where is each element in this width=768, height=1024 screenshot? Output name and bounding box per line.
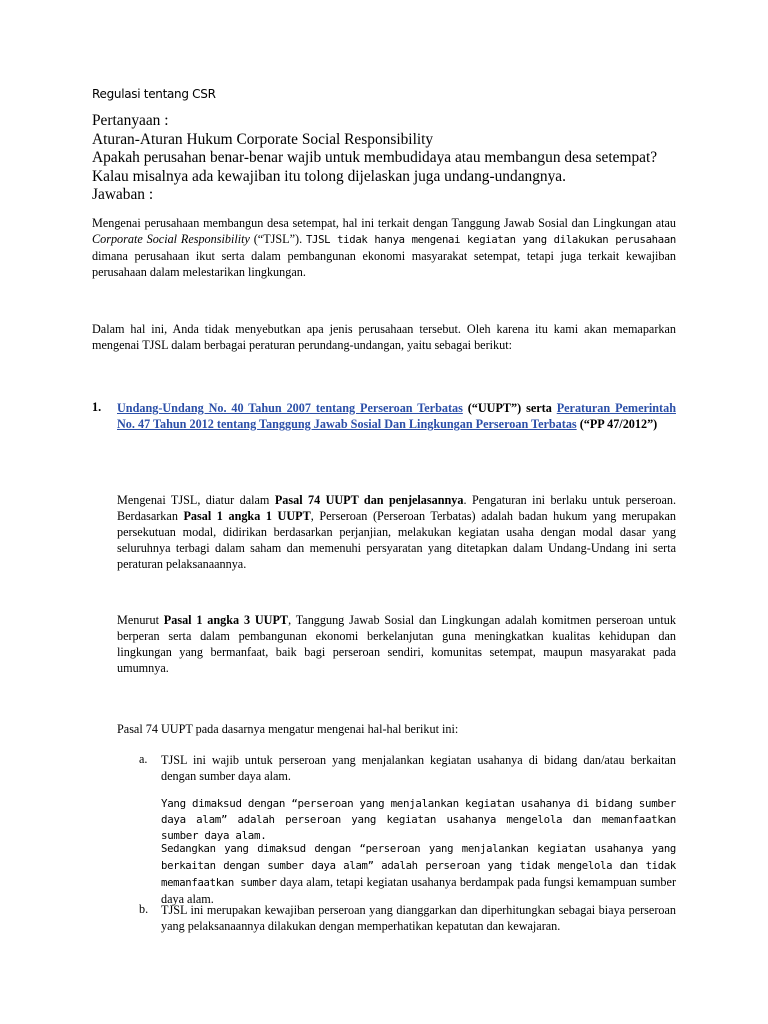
tjsl-text-2: . Pengaturan ini berlaku untuk perseroan. Berdasarkan: [117, 493, 676, 523]
sub-item-a-note-2-text-2: daya alam, tetapi kegiatan usahanya berdampak pada fungsi kemampuan sumber daya alam.: [161, 875, 676, 906]
scope-text: Dalam hal ini, Anda tidak menyebutkan apa jenis perusahaan tersebut. Oleh karena itu kami akan memaparkan mengenai TJSL dalam berbagai peraturan perundang-undangan, yaitu sebagai berikut:: [92, 322, 676, 352]
sub-item-b: [161, 902, 676, 934]
sub-item-b-text: TJSL ini merupakan kewajiban perseroan yang dianggarkan dan diperhitungkan sebagai biaya perseroan yang pelaksanaannya dilakukan dengan memperhatikan kepatutan dan kewajaran.: [161, 903, 676, 933]
tjsl-text-1: Mengenai TJSL, diatur dalam: [117, 493, 275, 507]
list-item-1-end: (“PP 47/2012”): [576, 417, 658, 431]
sub-item-a-note-1: [161, 796, 676, 844]
sub-item-a-text: TJSL ini wajib untuk perseroan yang menjalankan kegiatan usahanya di bidang dan/atau berkaitan dengan sumber daya alam.: [161, 753, 676, 783]
question-line-1: Aturan-Aturan Hukum Corporate Social Responsibility: [92, 130, 434, 148]
answer-label: Jawaban :: [92, 186, 154, 203]
intro-text-1: Mengenai perusahaan membangun desa setempat, hal ini terkait dengan Tanggung Jawab Sosial dan Lingkungan atau: [92, 216, 676, 230]
document-title: Regulasi tentang CSR: [92, 87, 216, 101]
intro-text-3: TJSL tidak hanya mengenai kegiatan yang dilakukan perusahaan: [305, 234, 676, 246]
sub-item-a: [161, 752, 676, 784]
tjsl-bold-2: Pasal 1 angka 1 UUPT: [183, 509, 311, 523]
question-line-2: Apakah perusahan benar-benar wajib untuk membudidaya atau membangun desa setempat?: [92, 149, 658, 166]
tjsl-paragraph: [117, 492, 676, 572]
definition-bold: Pasal 1 angka 3 UUPT: [163, 613, 289, 627]
intro-paragraph: [92, 215, 676, 280]
sub-item-a-note-2-text-1: Sedangkan yang dimaksud dengan “perseroan yang menjalankan kegiatan usahanya yang berkaitan dengan sumber daya alam” adalah perseroan yang tidak mengelola dan tidak memanfaatkan sumber: [161, 843, 676, 889]
sub-item-a-note-1-text: Yang dimaksud dengan “perseroan yang menjalankan kegiatan usahanya di bidang sumber daya alam” adalah perseroan yang kegiatan usahanya mengelola dan memanfaatkan sumber daya alam.: [161, 797, 676, 842]
sub-item-a-note-2: [161, 840, 676, 907]
definition-text-1: Menurut: [117, 613, 164, 627]
question-block: [92, 112, 712, 205]
scope-paragraph: [92, 321, 676, 353]
sub-item-a-letter: a.: [139, 752, 148, 766]
pasal-74-paragraph: [117, 721, 676, 737]
pasal-74-text: Pasal 74 UUPT pada dasarnya mengatur mengenai hal-hal berikut ini:: [117, 722, 459, 736]
definition-text-2: , Tanggung Jawab Sosial dan Lingkungan adalah komitmen perseroan untuk berperan serta dalam pembangunan ekonomi berkelanjutan guna meningkatkan kualitas kehidupan dan lingkungan yang bermanfaat, baik bagi perseroan sendiri, komunitas setempat, maupun masyarakat pada umumnya.: [117, 613, 676, 675]
intro-italic-term: Corporate Social Responsibility: [92, 232, 250, 246]
pp-47-2012-link[interactable]: Peraturan Pemerintah No. 47 Tahun 2012 tentang Tanggung Jawab Sosial Dan Lingkungan Perseroan Terbatas: [117, 401, 676, 431]
intro-text-2: (“TJSL”).: [249, 232, 306, 246]
intro-text-4: dimana perusahaan ikut serta dalam pembangunan ekonomi masyarakat setempat, tetapi juga terkait kewajiban perusahaan dalam melestarikan lingkungan.: [92, 249, 676, 279]
question-line-3: Kalau misalnya ada kewajiban itu tolong dijelaskan juga undang-undangnya.: [92, 167, 566, 185]
tjsl-text-3: , Perseroan (Perseroan Terbatas) adalah badan hukum yang merupakan persekutuan modal, didirikan berdasarkan perjanjian, melakukan kegiatan usaha dengan modal dasar yang seluruhnya terbagi dalam saham dan memenuhi persyaratan yang ditetapkan dalam Undang-Undang ini serta peraturan pelaksanaannya.: [117, 509, 676, 571]
list-item-number-1: 1.: [92, 400, 102, 414]
list-item-1: [117, 400, 676, 432]
tjsl-bold-1: Pasal 74 UUPT dan penjelasannya: [274, 493, 464, 507]
uupt-link[interactable]: Undang-Undang No. 40 Tahun 2007 tentang Perseroan Terbatas: [117, 401, 463, 415]
question-label: Pertanyaan :: [92, 112, 169, 129]
sub-item-b-letter: b.: [139, 902, 149, 916]
list-item-1-mid: (“UUPT”) serta: [462, 401, 557, 415]
definition-paragraph: [117, 612, 676, 676]
